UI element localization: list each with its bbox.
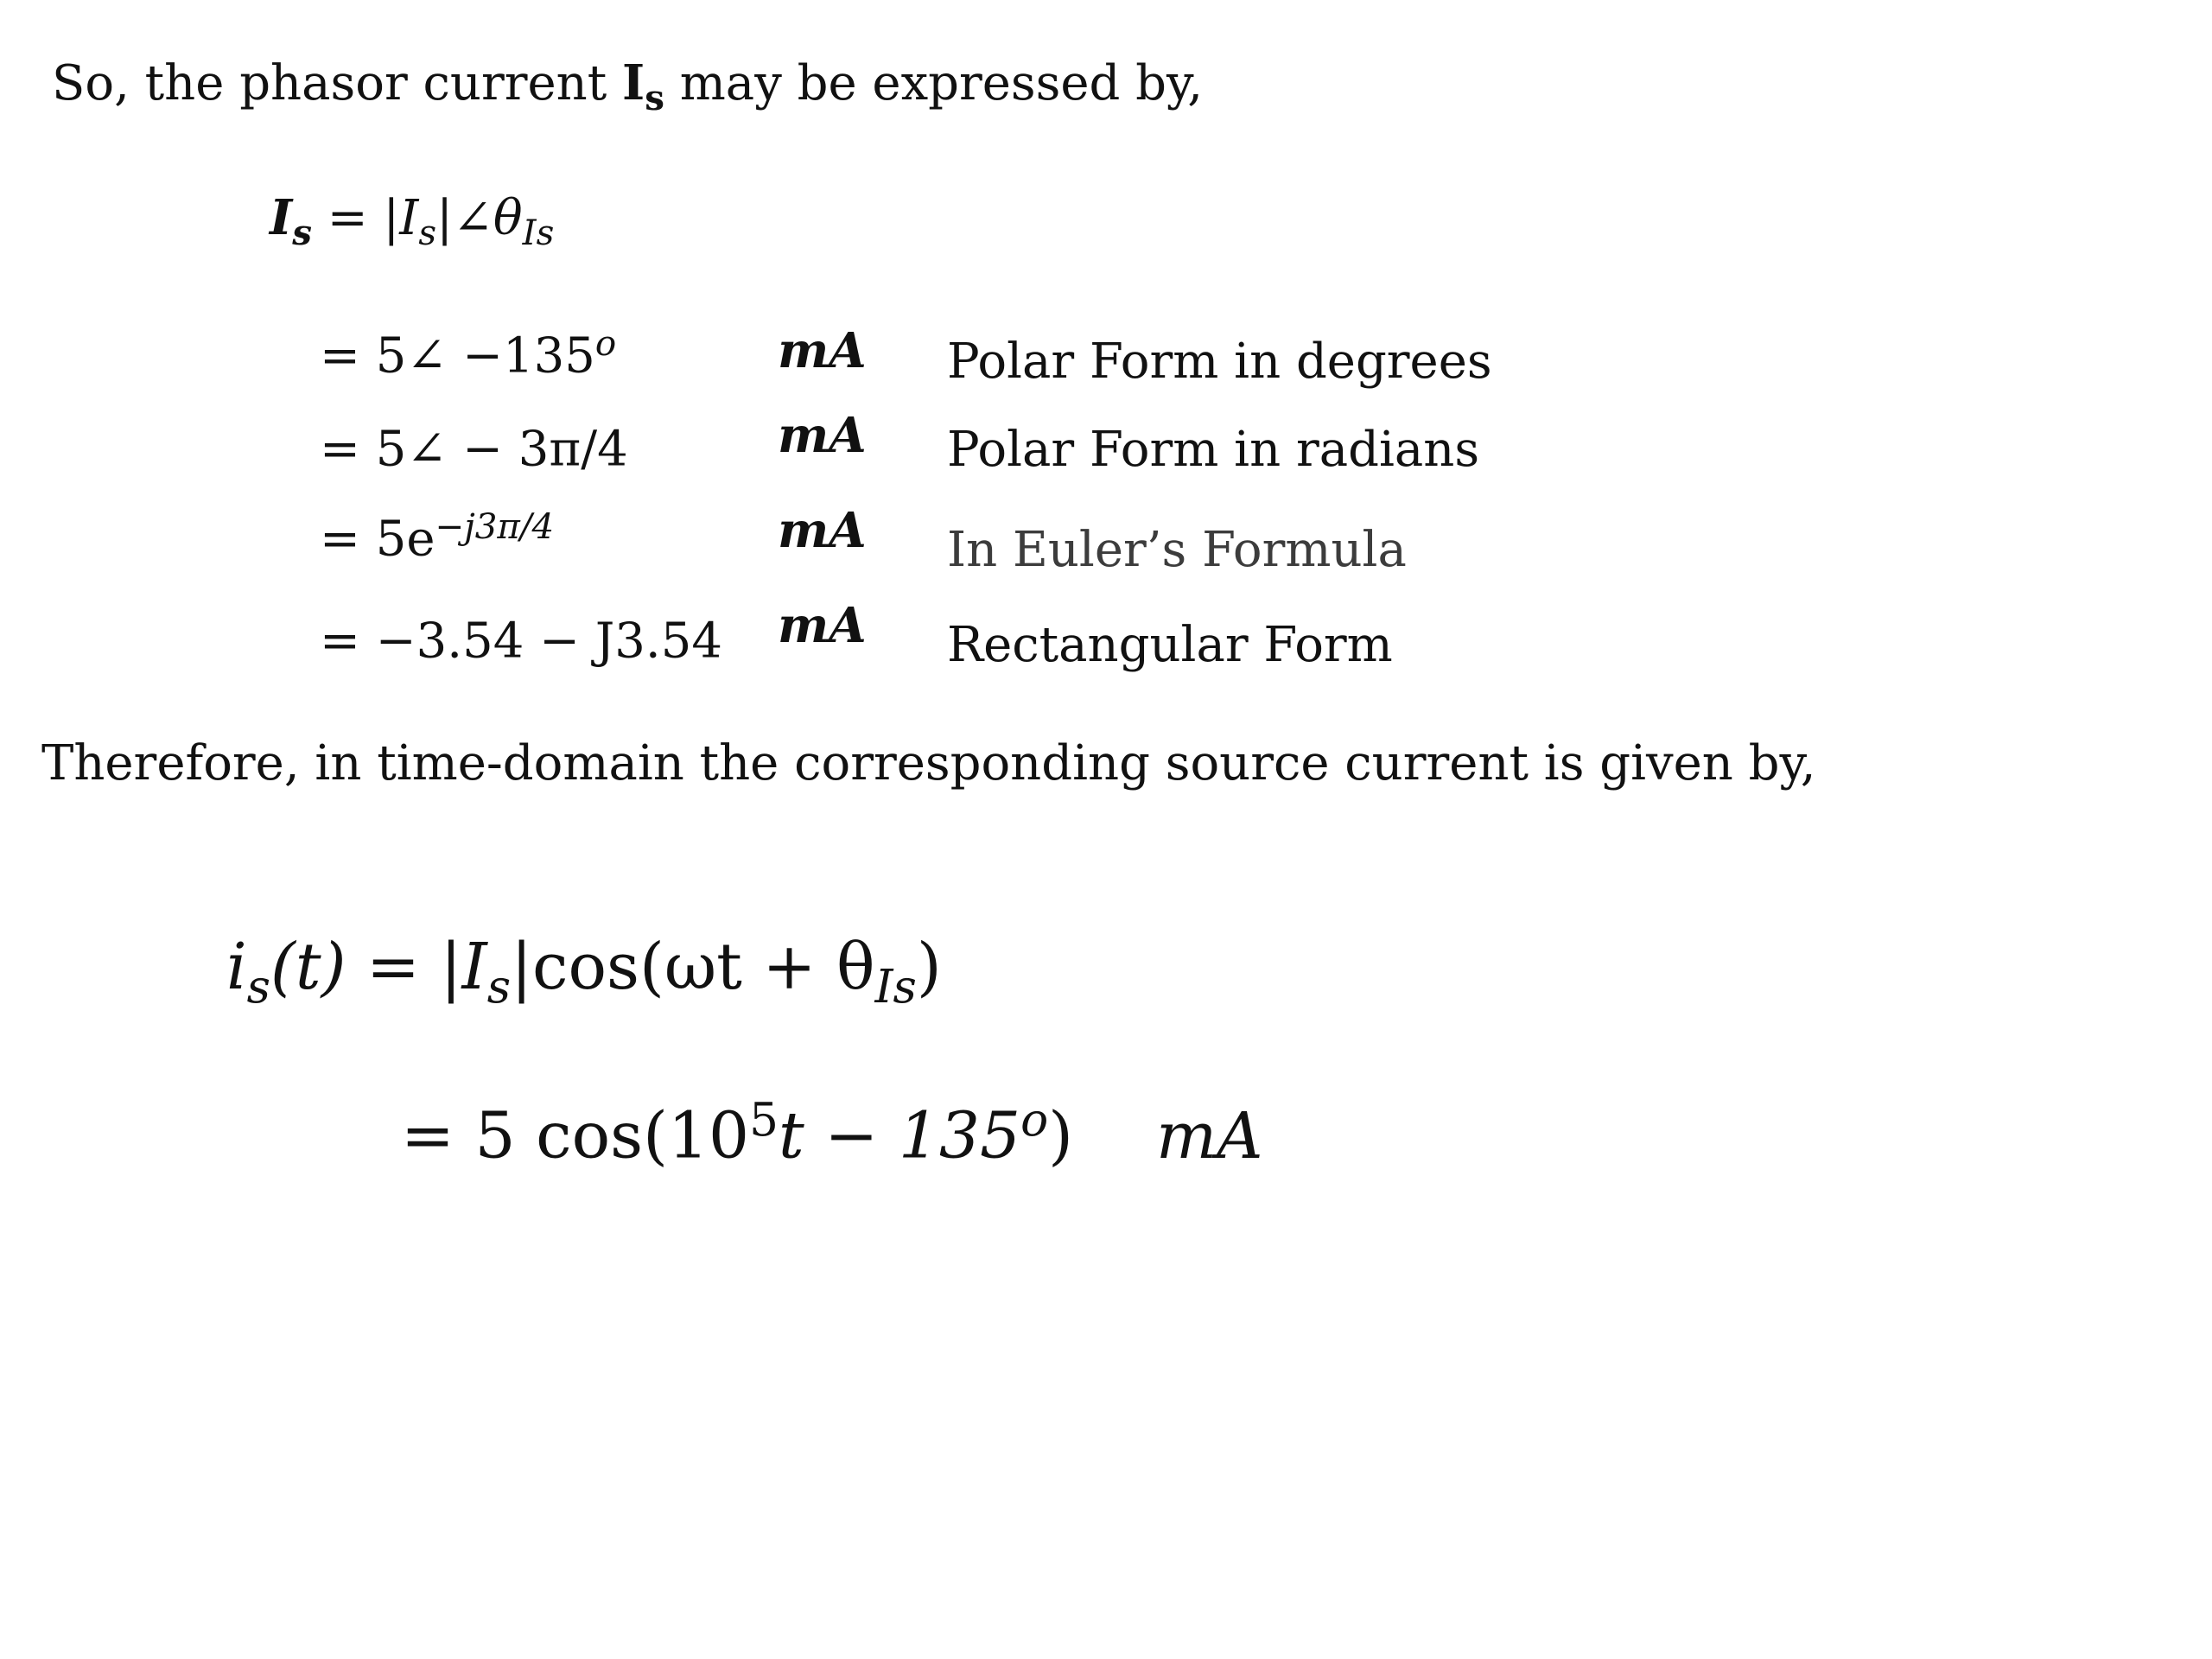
td-line2-part-c: )	[1048, 1098, 1074, 1173]
form-unit: mA	[778, 322, 867, 379]
form-expr-rectangular	[320, 612, 722, 670]
form-expr-polar-radians	[320, 420, 628, 478]
intro-suffix: may be expressed by,	[664, 55, 1204, 111]
phasor-rhs-angle-sub: Is	[522, 213, 555, 254]
form-label-polar-radians: Polar Form in radians	[947, 422, 1480, 478]
time-domain-line-1	[226, 930, 942, 1014]
td-current-symbol: i	[226, 930, 247, 1004]
form-expr-euler	[320, 506, 555, 568]
phasor-rhs-angle: |∠θ	[436, 190, 523, 246]
form-label-polar-degrees: Polar Form in degrees	[947, 334, 1492, 390]
transition-sentence: Therefore, in time-domain the corresponding source current is given by,	[41, 735, 1816, 791]
td-line1-sub-c: Is	[874, 959, 917, 1014]
phasor-symbol-sub: s	[645, 77, 664, 119]
form-expr-text: = 5e	[320, 511, 435, 568]
td-line2-part-b: t − 135	[779, 1098, 1021, 1173]
time-domain-line-2	[401, 1093, 1263, 1173]
td-line1-part-c: |cos(ωt + θ	[511, 930, 875, 1004]
td-line1-sub-b: s	[486, 959, 512, 1014]
form-expr-text: = −3.54 − J3.54	[320, 613, 722, 670]
form-expr-sup: −j3π/4	[435, 506, 555, 547]
td-line2-unit: mA	[1156, 1098, 1263, 1173]
form-expr-sup: o	[594, 323, 617, 364]
td-line2-part-a: = 5 cos(10	[401, 1098, 750, 1173]
phasor-lhs: I	[270, 189, 293, 246]
phasor-rhs-sub: s	[418, 213, 437, 254]
td-line1-part-d: )	[916, 930, 942, 1004]
intro-prefix: So, the phasor current	[52, 55, 622, 111]
phasor-rhs: = |I	[311, 190, 419, 246]
phasor-definition	[270, 189, 555, 254]
phasor-symbol: I	[622, 54, 645, 111]
phasor-lhs-sub: s	[292, 212, 312, 254]
form-unit: mA	[778, 502, 867, 559]
form-expr-text: = 5∠ − 3π/4	[320, 421, 628, 478]
td-line1-part-b: (t) = |I	[270, 930, 487, 1004]
intro-sentence	[52, 54, 1204, 119]
form-expr-text: = 5∠ −135	[320, 327, 595, 385]
td-line2-sup-b: o	[1020, 1093, 1049, 1147]
form-unit: mA	[778, 597, 867, 654]
form-label-euler: In Euler’s Formula	[947, 522, 1407, 578]
form-unit: mA	[778, 407, 867, 464]
form-label-rectangular: Rectangular Form	[947, 617, 1393, 673]
td-current-sub: s	[246, 959, 271, 1014]
td-line2-sup-a: 5	[749, 1093, 779, 1147]
form-expr-polar-degrees	[320, 323, 617, 385]
